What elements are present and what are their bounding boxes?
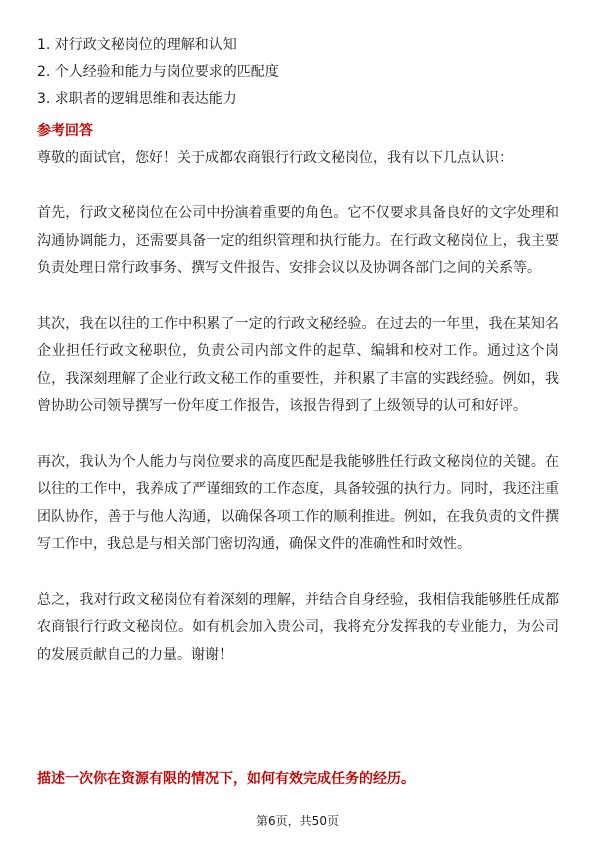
reference-answer-heading: 参考回答: [37, 123, 93, 139]
answer-paragraph: 其次，我在以往的工作中积累了一定的行政文秘经验。在过去的一年里，我在某知名企业担任行政文秘职位，负责公司内部文件的起草、编辑和校对工作。通过这个岗位，我深刻理解了企业行政文秘工作的重要性，并积累了丰富的实践经验。例如，我曾协助公司领导撰写一份年度工作报告，该报告得到了上级领导的认可和好评。: [37, 315, 559, 415]
answer-paragraph: 再次，我认为个人能力与岗位要求的高度匹配是我能够胜任行政文秘岗位的关键。在以往的工作中，我养成了严谨细致的工作态度，具备较强的执行力。同时，我还注重团队协作，善于与他人沟通，以确保各项工作的顺利推进。例如，在我负责的文件撰写工作中，我总是与相关部门密切沟通，确保文件的准确性和时效性。: [37, 453, 559, 553]
answer-paragraph: 总之，我对行政文秘岗位有着深刻的理解，并结合自身经验，我相信我能够胜任成都农商银行行政文秘岗位。如有机会加入贵公司，我将充分发挥我的专业能力，为公司的发展贡献自己的力量。谢谢！: [37, 591, 559, 663]
criterion-item: 1. 对行政文秘岗位的理解和认知: [37, 37, 237, 53]
next-question-title: 描述一次你在资源有限的情况下，如何有效完成任务的经历。: [37, 771, 415, 787]
criterion-item: 3. 求职者的逻辑思维和表达能力: [37, 91, 237, 107]
reference-answer-body: [37, 145, 559, 669]
answer-paragraph: 首先，行政文秘岗位在公司中扮演着重要的角色。它不仅要求具备良好的文字处理和沟通协调能力，还需要具备一定的组织管理和执行能力。在行政文秘岗位上，我主要负责处理日常行政事务、撰写文件报告、安排会议以及协调各部门之间的关系等。: [37, 205, 559, 277]
page-number-footer: 第6页，共50页: [256, 814, 339, 828]
answer-paragraph: 尊敬的面试官，您好！关于成都农商银行行政文秘岗位，我有以下几点认识：: [37, 150, 513, 166]
evaluation-criteria-list: [37, 32, 279, 113]
criterion-item: 2. 个人经验和能力与岗位要求的匹配度: [37, 64, 279, 80]
